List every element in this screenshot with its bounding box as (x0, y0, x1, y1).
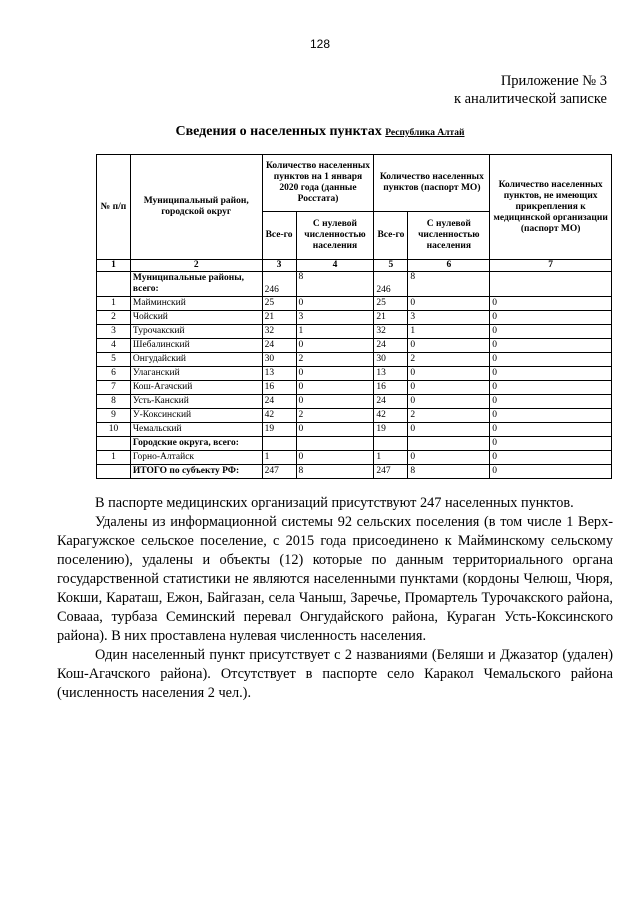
table-row (97, 325, 612, 339)
cell-num: 10 (97, 423, 131, 437)
cell-num: 5 (97, 353, 131, 367)
appendix-line-1: Приложение № 3 (500, 73, 607, 89)
cell-rosstat-zero: 8 (296, 465, 374, 479)
header-passport-zero: С нулевой численностью населения (408, 211, 490, 259)
cell-rosstat-total: 247 (262, 465, 296, 479)
table-row (97, 353, 612, 367)
cell-passport-total: 19 (374, 423, 408, 437)
table-row (97, 311, 612, 325)
cell-passport-total: 21 (374, 311, 408, 325)
cell-rosstat-zero: 0 (296, 423, 374, 437)
cell-rosstat-total: 21 (262, 311, 296, 325)
cell-district: Онгудайский (130, 353, 262, 367)
cell-passport-zero: 0 (408, 423, 490, 437)
cell-num: 6 (97, 367, 131, 381)
cell-district: Турочакский (130, 325, 262, 339)
grand-total-label: ИТОГО по субъекту РФ: (130, 465, 262, 479)
cell-no-attach: 0 (490, 311, 612, 325)
cell-rosstat-total: 24 (262, 395, 296, 409)
cell-no-attach: 0 (490, 339, 612, 353)
cell-no-attach: 0 (490, 437, 612, 451)
cell-passport-zero: 8 (408, 272, 490, 297)
col-number: 6 (408, 260, 490, 272)
page-number: 128 (309, 37, 331, 51)
cell-rosstat-total: 19 (262, 423, 296, 437)
cell-rosstat-total: 30 (262, 353, 296, 367)
col-number: 7 (490, 260, 612, 272)
cell-no-attach: 0 (490, 381, 612, 395)
table-row (97, 451, 612, 465)
cell-passport-zero: 0 (408, 367, 490, 381)
cell-passport-total: 1 (374, 451, 408, 465)
column-number-row (97, 260, 612, 272)
header-rosstat-zero: С нулевой численностью населения (296, 211, 374, 259)
cell-no-attach: 0 (490, 423, 612, 437)
header-rosstat-total: Все-го (262, 211, 296, 259)
cell-no-attach: 0 (490, 353, 612, 367)
col-number: 5 (374, 260, 408, 272)
paragraph: Удалены из информационной системы 92 сельских поселения (в том числе 1 Верх-Карагужское сельское поселение, с 2015 года присоединено к Майминскому сельскому поселению), удалены и объекты (12) которые по данным территориального органа государственной статистики не являются населенными пунктами (кордоны Челюш, Чюря, Кокши, Караташ, Ежон, Байгазан, села Чаныш, Заречье, Промартель Турочакского района, Совааа, турбаза Семинский перевал Онгудайского района, Кураган Усть-Коксинского района). В них проставлена нулевая численность населения. (57, 514, 613, 644)
cell-rosstat-zero: 0 (296, 395, 374, 409)
cell-no-attach: 0 (490, 297, 612, 311)
cell-rosstat-total: 1 (262, 451, 296, 465)
cell-passport-zero: 2 (408, 409, 490, 423)
title-region: Республика Алтай (385, 128, 465, 138)
cell-district: Чойский (130, 311, 262, 325)
cell-rosstat-zero: 8 (296, 272, 374, 297)
cell-rosstat-zero: 0 (296, 367, 374, 381)
table-row (97, 423, 612, 437)
body-text (57, 494, 613, 703)
cell-rosstat-total: 246 (262, 272, 296, 297)
cell-rosstat-zero: 0 (296, 339, 374, 353)
cell-no-attach (490, 272, 612, 297)
header-rosstat-group: Количество населенных пунктов на 1 января 2020 года (данные Росстата) (262, 155, 374, 212)
cell-district: У-Коксинский (130, 409, 262, 423)
municipal-total-label: Муниципальные районы, всего: (130, 272, 262, 297)
cell-passport-zero: 8 (408, 465, 490, 479)
cell-district: Кош-Агачский (130, 381, 262, 395)
table-row (97, 367, 612, 381)
cell-no-attach: 0 (490, 325, 612, 339)
cell-passport-zero: 0 (408, 381, 490, 395)
cell-rosstat-zero: 0 (296, 381, 374, 395)
cell-district: Майминский (130, 297, 262, 311)
cell-rosstat-zero: 2 (296, 409, 374, 423)
cell-passport-zero: 0 (408, 339, 490, 353)
header-row-1 (97, 155, 612, 212)
cell-district: Улаганский (130, 367, 262, 381)
grand-total-row (97, 465, 612, 479)
cell-passport-total: 42 (374, 409, 408, 423)
table-row (97, 409, 612, 423)
col-number: 3 (262, 260, 296, 272)
cell-no-attach: 0 (490, 367, 612, 381)
cell-passport-total: 30 (374, 353, 408, 367)
header-passport-total: Все-го (374, 211, 408, 259)
table-row (97, 297, 612, 311)
cell-passport-total: 24 (374, 395, 408, 409)
cell-rosstat-total: 42 (262, 409, 296, 423)
document-title (0, 124, 640, 140)
cell-no-attach: 0 (490, 451, 612, 465)
cell-passport-zero: 0 (408, 395, 490, 409)
cell-passport-total: 246 (374, 272, 408, 297)
col-number: 4 (296, 260, 374, 272)
municipal-total-row (97, 272, 612, 297)
cell-rosstat-total: 25 (262, 297, 296, 311)
table-row (97, 395, 612, 409)
cell-no-attach: 0 (490, 395, 612, 409)
cell-no-attach: 0 (490, 465, 612, 479)
cell-no-attach: 0 (490, 409, 612, 423)
cell-district: Горно-Алтайск (130, 451, 262, 465)
cell-passport-total: 16 (374, 381, 408, 395)
table-row (97, 381, 612, 395)
header-district: Муниципальный район, городской округ (130, 155, 262, 260)
cell-num: 1 (97, 297, 131, 311)
title-main: Сведения о населенных пунктах (175, 124, 382, 139)
cell-num: 2 (97, 311, 131, 325)
cell-num: 3 (97, 325, 131, 339)
cell-passport-total: 32 (374, 325, 408, 339)
cell-rosstat-total: 24 (262, 339, 296, 353)
cell-rosstat-zero: 1 (296, 325, 374, 339)
cell-passport-total: 25 (374, 297, 408, 311)
cell-district: Чемальский (130, 423, 262, 437)
cell-rosstat-total: 32 (262, 325, 296, 339)
cell-rosstat-zero: 2 (296, 353, 374, 367)
table-row (97, 339, 612, 353)
col-number: 1 (97, 260, 131, 272)
cell-passport-total: 13 (374, 367, 408, 381)
city-total-row (97, 437, 612, 451)
cell-num: 8 (97, 395, 131, 409)
cell-passport-total: 247 (374, 465, 408, 479)
cell-passport-total: 24 (374, 339, 408, 353)
appendix-line-2: к аналитической записке (453, 91, 607, 107)
cell-passport-zero: 0 (408, 451, 490, 465)
header-passport-group: Количество населенных пунктов (паспорт МО) (374, 155, 490, 212)
cell-passport-zero: 3 (408, 311, 490, 325)
cell-passport-zero: 1 (408, 325, 490, 339)
city-total-label: Городские округа, всего: (130, 437, 262, 451)
cell-rosstat-zero: 3 (296, 311, 374, 325)
appendix-label (454, 72, 607, 108)
cell-rosstat-zero: 0 (296, 297, 374, 311)
cell-passport-zero: 2 (408, 353, 490, 367)
cell-rosstat-zero: 0 (296, 451, 374, 465)
cell-district: Шебалинский (130, 339, 262, 353)
cell-district: Усть-Канский (130, 395, 262, 409)
cell-num: 1 (97, 451, 131, 465)
cell-num: 7 (97, 381, 131, 395)
cell-passport-zero: 0 (408, 297, 490, 311)
settlements-table (96, 154, 612, 479)
cell-num: 9 (97, 409, 131, 423)
cell-num: 4 (97, 339, 131, 353)
paragraph: Один населенный пункт присутствует с 2 названиями (Беляши и Джазатор (удален) Кош-Агачского района). Отсутствует в паспорте село Каракол Чемальского района (численность населения 2 чел.). (57, 647, 613, 701)
col-number: 2 (130, 260, 262, 272)
cell-rosstat-total: 13 (262, 367, 296, 381)
cell-rosstat-total: 16 (262, 381, 296, 395)
header-no-attach: Количество населенных пунктов, не имеющих прикрепления к медицинской организации (паспорт МО) (490, 155, 612, 260)
header-num: № п/п (97, 155, 131, 260)
paragraph: В паспорте медицинских организаций присутствуют 247 населенных пунктов. (95, 495, 574, 511)
